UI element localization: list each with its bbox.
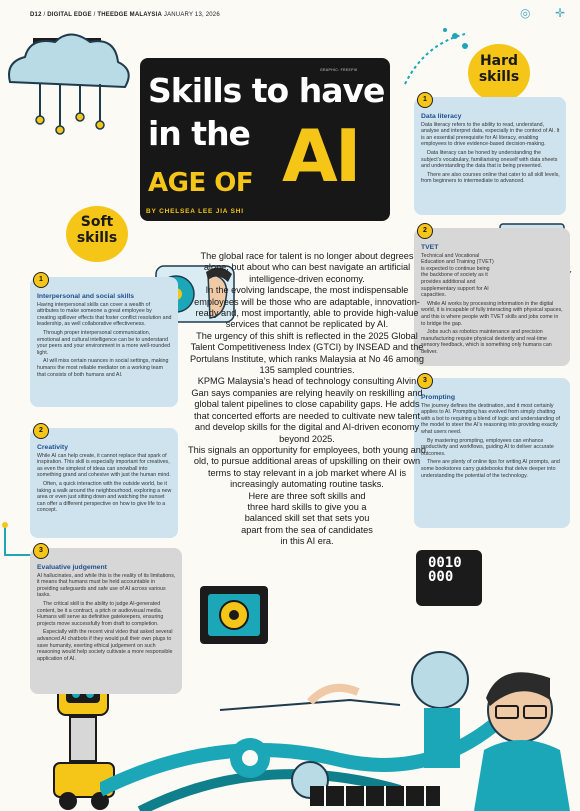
soft-skill-card-2: [30, 428, 178, 538]
soft-skill-number: 3: [33, 543, 49, 559]
hard-skill-paragraph: There are plenty of online tips for writing AI prompts, and some bookstores carry guidebooks that delve deeper into understanding the potential of the technology.: [421, 459, 560, 479]
issue-date: JANUARY 13, 2026: [163, 12, 220, 18]
hard-skill-paragraph: The journey defines the destination, and it most certainly applies to AI. Prompting has evolved from simply chatting with a bot to requiring a blend of logic and understanding of the model to steer the AI’s reasoning into providing exactly what users need.: [421, 402, 560, 435]
hard-skill-heading: Prompting: [421, 394, 455, 401]
hard-label-2: skills: [478, 69, 520, 85]
graphic-credit: GRAPHIC: FREEPIK: [320, 68, 358, 72]
hard-skill-card-2: [414, 228, 570, 366]
soft-label-2: skills: [76, 230, 118, 246]
soft-label-1: Soft: [80, 214, 114, 230]
soft-skill-paragraph: Especially with the recent viral video that asked several advanced AI chatbots if they would pull their own plugs to save humanity, exerting ethical judgement on such reasoning would help society cultivate a more responsible application of AI.: [37, 629, 173, 662]
hard-skill-paragraph: Jobs such as robotics maintenance and precision manufacturing require physical dexterity and real-time sensory feedback, which is something only humans can deliver.: [421, 329, 552, 355]
hard-skill-paragraph: By mastering prompting, employees can enhance productivity and workflows, guiding AI to deliver accurate outcomes.: [421, 437, 554, 457]
chat-bubble-icon: ◎: [520, 6, 531, 20]
body-paragraph: Here are three soft skills and three hard skills to give you a balanced skill set that sets you apart from the sea of candidates in this AI era.: [241, 490, 373, 547]
soft-skill-paragraph: The critical skill is the ability to judge AI-generated content, be it a contract, a pitch or audiovisual media. Humans will serve as definitive gatekeepers, ensuring projects move successfully from draft to completion.: [37, 600, 164, 627]
soft-skill-card-1: [30, 277, 178, 407]
title-line-3: AGE OF: [148, 168, 254, 198]
hard-skill-paragraph: There are also courses online that cater to all skill levels, from beginners to intermediate to advanced.: [421, 171, 560, 185]
soft-skill-paragraph: AI will miss certain nuances in social settings, making humans the most reliable mediator on a working team that consists of both humans and AI.: [37, 358, 169, 378]
hard-skill-card-1: [414, 97, 566, 215]
soft-skill-paragraph: AI hallucinates, and while this is the reality of its limitations, it means that humans must be held accountable in providing safeguards and safe use of AI across various tasks.: [37, 572, 176, 599]
body-paragraph: The urgency of this shift is reflected in the 2025 Global Talent Competitiveness Index (GTCI) by INSEAD and the Portulans Institute, which ranks Malaysia at No 46 among 135 sampled countries.: [190, 330, 424, 376]
header-line: D12 / DIGITAL EDGE / THEEDGE MALAYSIA JANUARY 13, 2026: [30, 12, 220, 18]
binary-line-2: 000: [428, 569, 454, 585]
soft-skill-paragraph: Often, a quick interaction with the outside world, be it taking a walk around the neighbourhood, exploring a new area or even just sitting down and watching the sunset can offer a different perspective on how to give life to a concept.: [37, 480, 172, 514]
title-line-1: Skills to have: [148, 71, 385, 110]
soft-skill-paragraph: Through proper interpersonal communication, emotional and cultural intelligence can be to understand your peers and your environment in a more well-rounded light.: [37, 329, 171, 356]
hard-skill-paragraph: Data literacy refers to the ability to read, understand, analyse and interpret data, especially in the context of AI. It is an essential prerequisite for AI literacy, enabling employees to drive evidence-based decision-making.: [421, 121, 560, 148]
soft-skill-number: 2: [33, 423, 49, 439]
binary-line-1: 0010: [428, 555, 462, 571]
people-illustration: [400, 540, 580, 811]
body-paragraph: This signals an opportunity for employees, both young and old, to pursue additional areas of upskilling on their own terms to stay relevant in a job market where AI is increasingly automating routine tasks.: [188, 444, 427, 490]
article-body: [188, 251, 426, 548]
hard-skill-paragraph: While AI works by processing information in the digital world, it is incapable of fully interacting with physical spaces, and this is where people with TVET skills and jobs come in to bridge the gap.: [421, 300, 563, 327]
circuit-cloud-illustration: [0, 22, 140, 142]
body-paragraph: KPMG Malaysia’s head of technology consulting Alvin Gan says companies are relying heavily on reskilling and global talent pipelines to close capability gaps. He adds that concerted efforts are needed to cultivate new talent and develop skills for the digital and AI-driven economy beyond 2025.: [191, 376, 423, 444]
soft-skill-number: 1: [33, 272, 49, 288]
body-paragraph: The global race for talent is no longer about degrees alone, but about who can best navigate an artificial intelligence-driven economy.: [200, 251, 414, 284]
hard-skill-number: 1: [417, 92, 433, 108]
section-name: DIGITAL EDGE: [47, 12, 92, 18]
page-number: D12: [30, 12, 42, 18]
title-line-2: in the: [148, 114, 250, 153]
hard-label-1: Hard: [479, 53, 519, 69]
soft-skills-bubble: [66, 206, 128, 262]
hard-skills-bubble: [468, 44, 530, 102]
cross-icon: ✛: [555, 6, 566, 20]
hard-skill-paragraph: Technical and Vocational Education and Training (TVET) is expected to continue being the backbone of society as it provides additional and supplementary support for AI capacities.: [421, 252, 494, 299]
soft-skill-heading: Creativity: [37, 444, 68, 451]
hard-skill-heading: Data literacy: [421, 113, 462, 120]
title-ai: AI: [282, 114, 359, 198]
gear-icon: [230, 738, 270, 778]
hard-skill-paragraph: Data literacy can be honed by understanding the subject’s vocabulary, familiarising oneself with data sheets and understanding the data that is being presented.: [421, 149, 558, 170]
hard-skill-card-3: [414, 378, 570, 528]
soft-skill-heading: Interpersonal and social skills: [37, 293, 135, 300]
soft-skill-heading: Evaluative judgement: [37, 564, 107, 571]
soft-skill-paragraph: While AI can help create, it cannot replace that spark of inspiration. This skill is especially important for creatives, as even the simplest of ideas can snowball into something grand and cohesive with just the human mind.: [37, 452, 171, 479]
page-header: [0, 0, 580, 24]
brand-name: THEEDGE MALAYSIA: [97, 12, 162, 18]
body-paragraph: In the evolving landscape, the most indispensable employees will be those who are adaptable, innovation-ready and, most importantly, able to provide high-value services that cannot be replicated by AI.: [194, 285, 420, 330]
soft-skill-card-3: [30, 548, 182, 694]
binary-display: [428, 556, 462, 584]
hard-skill-number: 2: [417, 223, 433, 239]
dotted-rings-decoration: [395, 24, 475, 94]
byline: BY CHELSEA LEE JIA SHI: [146, 208, 244, 215]
hard-skill-number: 3: [417, 373, 433, 389]
soft-skill-paragraph: Having interpersonal skills can cover a wealth of attributes to make someone a great employee by creating spillover effects that foster conflict resolution and leadership, as well collaborative effectiveness.: [37, 301, 172, 328]
hard-skill-heading: TVET: [421, 244, 439, 251]
